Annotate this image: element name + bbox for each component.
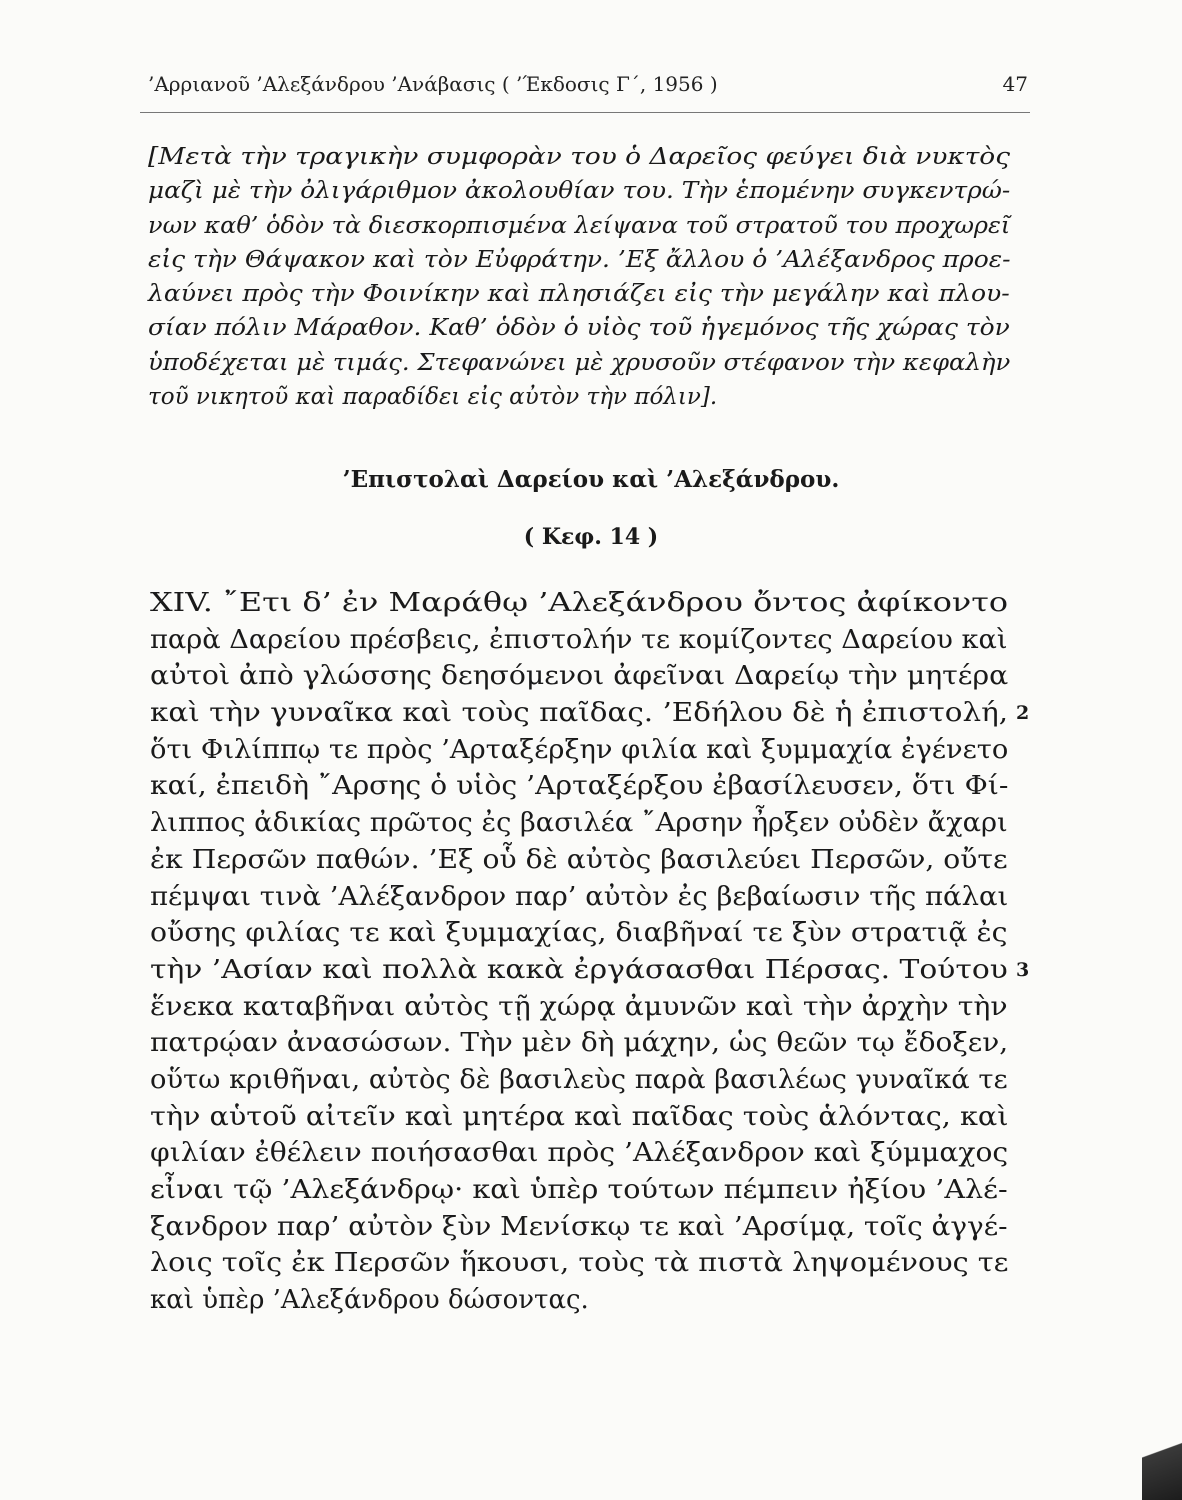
- line-text: ἐκ Περσῶν παθών. ’Εξ οὗ δὲ αὐτὸς βασιλεύει Περσῶν, οὔτε: [150, 844, 1008, 875]
- text-line: [150, 1135, 1010, 1172]
- line-text: τὴν αὑτοῦ αἰτεῖν καὶ μητέρα καὶ παῖδας τοὺς ἁλόντας, καὶ: [150, 1101, 1009, 1132]
- page-number: 47: [1002, 72, 1028, 96]
- text-line: [150, 805, 1010, 842]
- line-text: φιλίαν ἐθέλειν ποιήσασθαι πρὸς ’Αλέξανδρον καὶ ξύμμαχος: [150, 1138, 1009, 1169]
- margin-number: 3: [1016, 958, 1030, 981]
- line-text: καί, ἐπειδὴ ῎Αρσης ὁ υἱὸς ’Αρταξέρξου ἐβασίλευσεν, ὅτι Φί-: [150, 771, 1009, 802]
- line-text: οὔσης φιλίας τε καὶ ξυμμαχίας, διαβῆναί τε ξὺν στρατιᾷ ἐς: [150, 918, 1008, 949]
- text-line: [150, 768, 1010, 805]
- text-line: [150, 1172, 1010, 1209]
- running-title: ’Αρριανοῦ ’Αλεξάνδρου ’Ανάβασις ( ’Έκδοσις Γ΄, 1956 ): [148, 72, 718, 96]
- line-text: παρὰ Δαρείου πρέσβεις, ἐπιστολήν τε κομίζοντες Δαρείου καὶ: [150, 624, 1008, 655]
- text-line: [150, 585, 1010, 622]
- summary-line: εἰς τὴν Θάψακον καὶ τὸν Εὐφράτην. ’Εξ ἄλλου ὁ ’Αλέξανδρος προε-: [148, 246, 1011, 273]
- text-line: [150, 1209, 1010, 1246]
- line-text: λιππος ἀδικίας πρῶτος ἐς βασιλέα ῎Αρσην ἦρξεν οὐδὲν ἄχαρι: [150, 808, 1008, 839]
- text-line: [150, 695, 1030, 732]
- line-text: λοις τοῖς ἐκ Περσῶν ἥκουσι, τοὺς τὰ πιστὰ ληψομένους τε: [150, 1248, 1009, 1279]
- greek-text: [150, 585, 1030, 1319]
- summary-line: [Μετὰ τὴν τραγικὴν συμφορὰν του ὁ Δαρεῖος φεύγει διὰ νυκτὸς: [148, 144, 1010, 170]
- summary-line: ὑποδέχεται μὲ τιμάς. Στεφανώνει μὲ χρυσοῦν στέφανον τὴν κεφαλὴν: [148, 349, 1011, 376]
- text-line: [150, 1062, 1010, 1099]
- line-text: ὅτι Φιλίππῳ τε πρὸς ’Αρταξέρξην φιλία καὶ ξυμμαχία ἐγένετο: [150, 734, 1009, 765]
- summary-line: νων καθ’ ὁδὸν τὰ διεσκορπισμένα λείψανα τοῦ στρατοῦ του προχωρεῖ: [148, 212, 1011, 239]
- summary-line: σίαν πόλιν Μάραθον. Καθ’ ὁδὸν ὁ υἱὸς τοῦ ἡγεμόνος τῆς χώρας τὸν: [148, 315, 1010, 342]
- line-text: XIV. ῎Ετι δ’ ἐν Μαράθῳ ’Αλεξάνδρου ὄντος ἀφίκοντο: [150, 588, 1009, 618]
- line-text: ἕνεκα καταβῆναι αὐτὸς τῇ χώρᾳ ἀμυνῶν καὶ τὴν ἀρχὴν τὴν: [150, 991, 1008, 1022]
- line-text: τὴν ’Ασίαν καὶ πολλὰ κακὰ ἐργάσασθαι Πέρσας. Τούτου: [150, 954, 1008, 985]
- line-text: αὐτοὶ ἀπὸ γλώσσης δεησόμενοι ἀφεῖναι Δαρείῳ τὴν μητέρα: [150, 661, 1009, 692]
- text-line: [150, 952, 1030, 989]
- summary-line: τοῦ νικητοῦ καὶ παραδίδει εἰς αὐτὸν τὴν πόλιν].: [148, 384, 718, 411]
- text-line: [150, 1099, 1010, 1136]
- header-rule: [140, 112, 1030, 113]
- chapter-reference: ( Κεφ. 14 ): [523, 524, 659, 550]
- line-text: πέμψαι τινὰ ’Αλέξανδρον παρ’ αὐτὸν ἐς βεβαίωσιν τῆς πάλαι: [150, 881, 1009, 912]
- line-text: καὶ τὴν γυναῖκα καὶ τοὺς παῖδας. ’Εδήλου δὲ ἡ ἐπιστολή,: [150, 698, 1009, 729]
- line-text: ξανδρον παρ’ αὐτὸν ξὺν Μενίσκῳ τε καὶ ’Αρσίμᾳ, τοῖς ἀγγέ-: [150, 1211, 1008, 1242]
- text-line: [150, 732, 1010, 769]
- text-line: [150, 915, 1010, 952]
- text-line: [150, 1025, 1010, 1062]
- summary-line: μαζὶ μὲ τὴν ὀλιγάριθμον ἀκολουθίαν του. Τὴν ἑπομένην συγκεντρώ-: [148, 178, 1011, 205]
- text-line: [150, 1245, 1010, 1282]
- text-line: [150, 658, 1010, 695]
- margin-number: 2: [1016, 702, 1030, 725]
- line-text: πατρῴαν ἀνασώσων. Τὴν μὲν δὴ μάχην, ὡς θεῶν τῳ ἔδοξεν,: [150, 1028, 1009, 1059]
- line-text: καὶ ὑπὲρ ’Αλεξάνδρου δώσοντας.: [150, 1285, 589, 1316]
- text-line: [150, 842, 1010, 879]
- chapter-summary: [148, 140, 1010, 414]
- section-title: ’Επιστολαὶ Δαρείου καὶ ’Αλεξάνδρου.: [342, 466, 840, 493]
- text-line: [150, 622, 1010, 659]
- text-line: [150, 1282, 1010, 1319]
- line-text: οὕτω κριθῆναι, αὐτὸς δὲ βασιλεὺς παρὰ βασιλέως γυναῖκά τε: [150, 1064, 1008, 1095]
- line-text: εἶναι τῷ ’Αλεξάνδρῳ· καὶ ὑπὲρ τούτων πέμπειν ἠξίου ’Αλέ-: [150, 1175, 1008, 1205]
- summary-line: λαύνει πρὸς τὴν Φοινίκην καὶ πλησιάζει εἰς τὴν μεγάλην καὶ πλου-: [148, 281, 1010, 308]
- text-line: [150, 989, 1010, 1026]
- page-corner-shadow: [1142, 1410, 1182, 1500]
- text-line: [150, 879, 1010, 916]
